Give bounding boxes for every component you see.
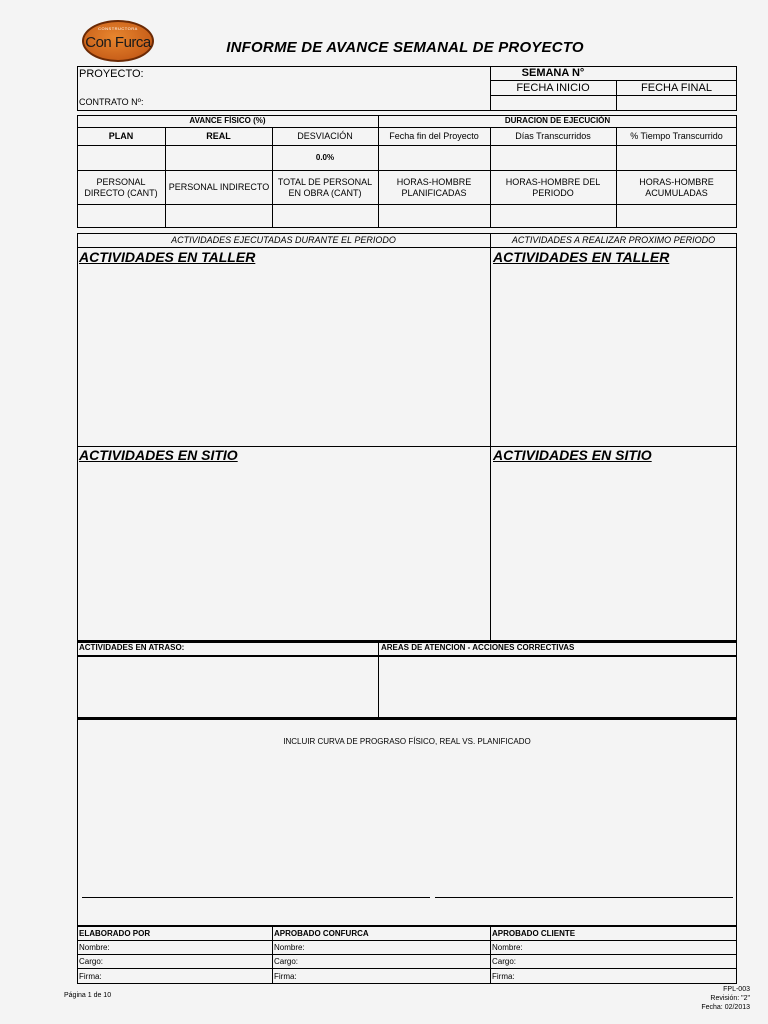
executed-activities-header: ACTIVIDADES EJECUTADAS DURANTE EL PERIODO (171, 235, 396, 246)
progress-curve-area (77, 718, 737, 926)
hh-periodo-header: HORAS-HOMBRE DEL PERIODO (505, 177, 601, 198)
confurca-nombre: Nombre: (274, 943, 305, 952)
page-title: INFORME DE AVANCE SEMANAL DE PROYECTO (226, 39, 584, 56)
document-code: FPL-003 (723, 986, 750, 993)
sitio-left-heading: ACTIVIDADES EN SITIO (79, 447, 238, 463)
desviacion-value: 0.0% (315, 152, 335, 162)
signatures-table (77, 926, 737, 984)
issues-section (77, 641, 737, 718)
dias-transcurridos-header: Días Transcurridos (515, 130, 591, 141)
sitio-right-heading: ACTIVIDADES EN SITIO (493, 447, 652, 463)
logo-main-text: Con Furca (85, 34, 151, 51)
real-header: REAL (206, 130, 231, 141)
personal-directo-header: PERSONAL DIRECTO (CANT) (84, 177, 158, 198)
curve-signature-line-right (435, 897, 733, 898)
fecha-inicio-label: FECHA INICIO (516, 82, 590, 94)
logo-top-text: CONSTRUCTORA (98, 26, 138, 31)
hh-acumuladas-header: HORAS-HOMBRE ACUMULADAS (639, 177, 714, 198)
personal-indirecto-header: PERSONAL INDIRECTO (168, 182, 270, 193)
page-number: Página 1 de 10 (64, 992, 112, 999)
activities-section (77, 233, 737, 641)
cliente-cargo: Cargo: (492, 957, 517, 966)
fecha-fin-header: Fecha fin del Proyecto (389, 130, 479, 141)
confurca-cargo: Cargo: (274, 957, 299, 966)
contrato-label: CONTRATO Nº: (79, 97, 144, 107)
aprobado-confurca-label: APROBADO CONFURCA (274, 928, 369, 938)
cliente-firma: Firma: (492, 972, 515, 981)
company-logo (82, 20, 154, 62)
avance-fisico-header: AVANCE FÍSICO (%) (189, 116, 266, 126)
curve-instruction: INCLUIR CURVA DE PROGRASO FÍSICO, REAL VS. PLANIFICADO (283, 737, 531, 746)
taller-right-heading: ACTIVIDADES EN TALLER (493, 249, 670, 265)
confurca-firma: Firma: (274, 972, 297, 981)
curve-signature-line-left (82, 897, 430, 898)
areas-atencion-heading: AREAS DE ATENCION - ACCIONES CORRECTIVAS (381, 643, 575, 652)
total-personal-header: TOTAL DE PERSONAL EN OBRA (CANT) (277, 177, 373, 198)
semana-label: SEMANA N° (521, 67, 585, 79)
proyecto-label: PROYECTO: (79, 68, 144, 80)
tiempo-transcurrido-header: % Tiempo Transcurrido (630, 130, 723, 141)
fecha-final-label: FECHA FINAL (641, 82, 712, 94)
hh-planificadas-header: HORAS-HOMBRE PLANIFICADAS (396, 177, 472, 198)
duracion-ejecucion-header: DURACION DE EJECUCIÓN (504, 116, 611, 126)
taller-left-heading: ACTIVIDADES EN TALLER (79, 249, 256, 265)
elaborado-nombre: Nombre: (79, 943, 110, 952)
elaborado-cargo: Cargo: (79, 957, 104, 966)
document-revision: Revisión: "2" (710, 995, 750, 1002)
aprobado-cliente-label: APROBADO CLIENTE (492, 928, 576, 938)
elaborado-por-label: ELABORADO POR (79, 928, 151, 938)
document-date: Fecha: 02/2013 (701, 1004, 750, 1011)
atraso-heading: ACTIVIDADES EN ATRASO: (79, 643, 185, 652)
elaborado-firma: Firma: (79, 972, 102, 981)
document-code-block (701, 985, 750, 1012)
next-activities-header: ACTIVIDADES A REALIZAR PROXIMO PERIODO (511, 235, 716, 246)
plan-header: PLAN (108, 130, 134, 141)
cliente-nombre: Nombre: (492, 943, 523, 952)
desviacion-header: DESVIACIÓN (297, 130, 353, 141)
